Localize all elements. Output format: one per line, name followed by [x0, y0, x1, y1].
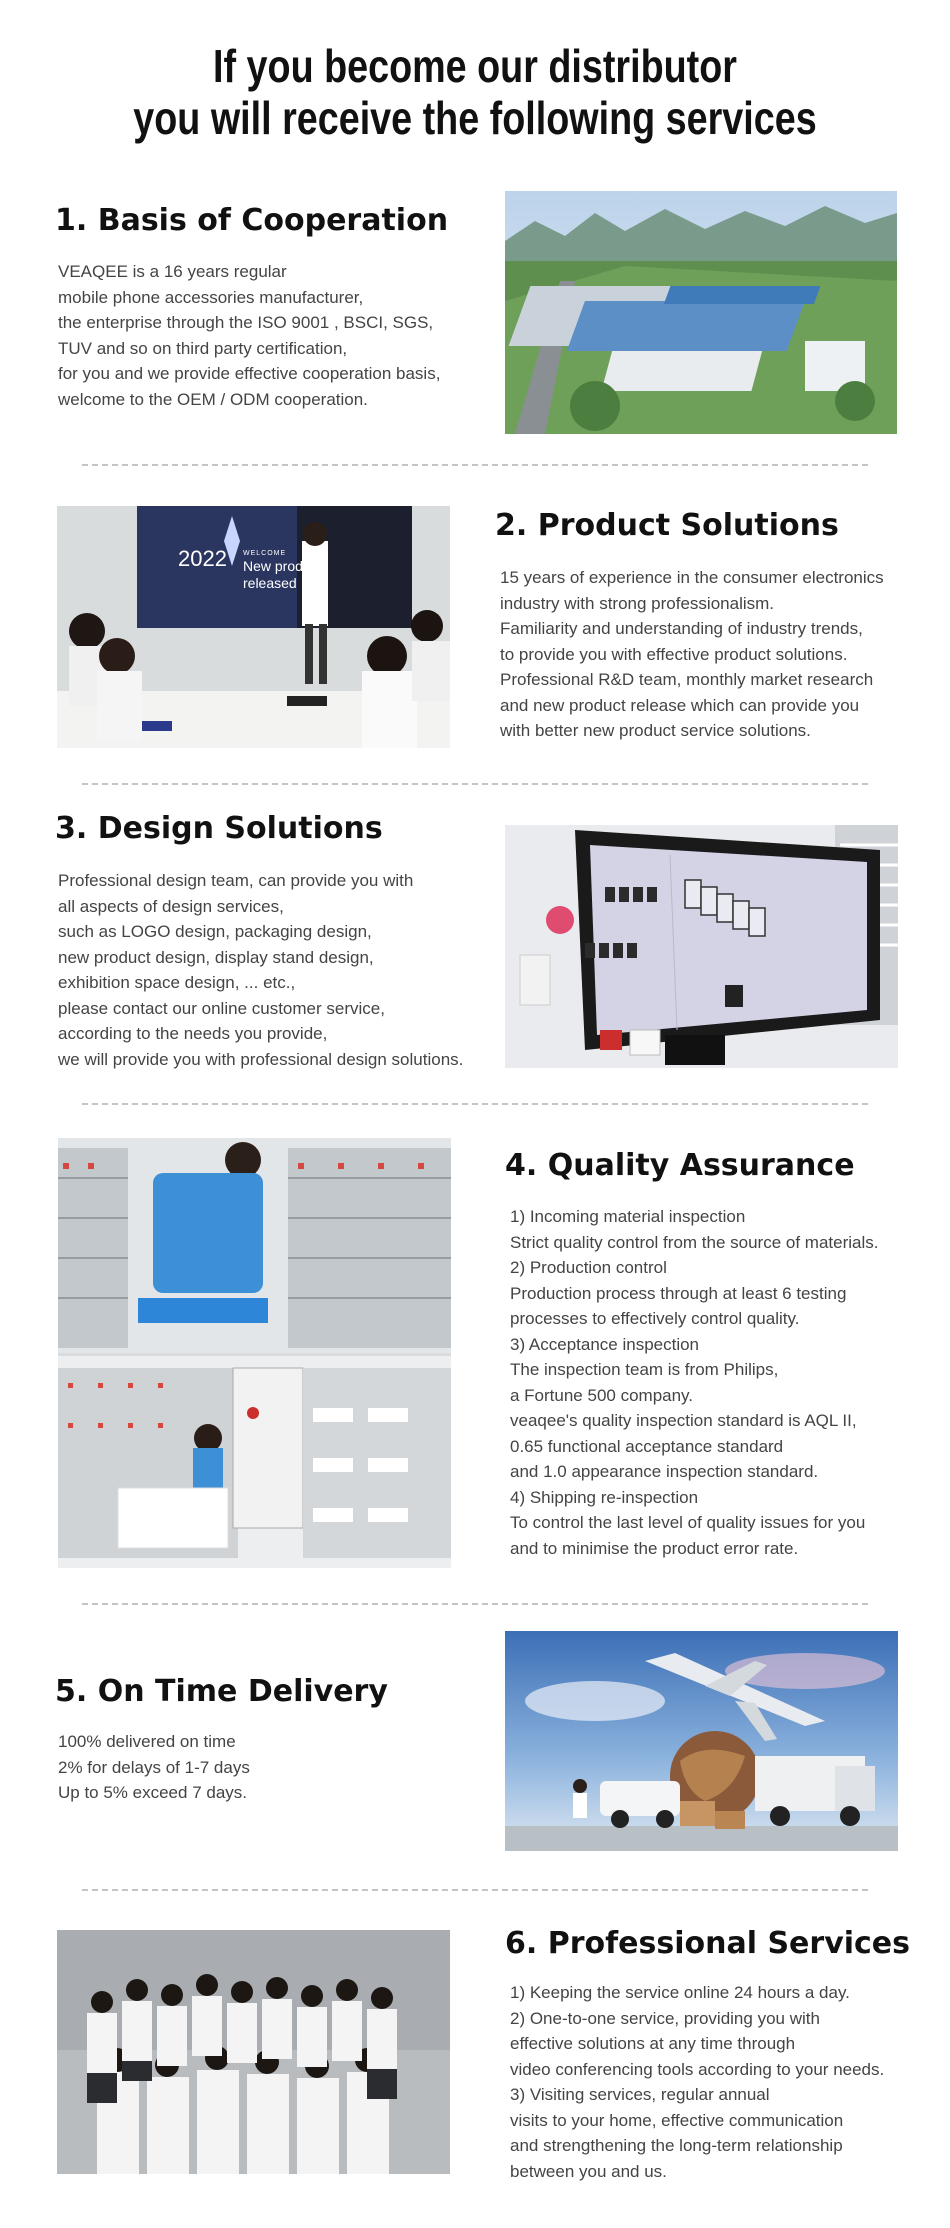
section-4-line: a Fortune 500 company. — [510, 1385, 694, 1405]
section-6-body — [510, 1980, 884, 2184]
section-3-title: 3. Design Solutions — [55, 811, 383, 846]
section-6-line: 2) One-to-one service, providing you with — [510, 2008, 820, 2028]
section-2-line: and new product release which can provide you — [500, 695, 860, 715]
section-3-line: according to the needs you provide, — [58, 1024, 328, 1043]
section-1-title: 1. Basis of Cooperation — [55, 203, 449, 238]
section-5-title: 5. On Time Delivery — [55, 1674, 388, 1709]
section-divider — [82, 1103, 868, 1105]
section-2-line: industry with strong professionalism. — [500, 593, 775, 613]
screen-welcome-text: WELCOME — [243, 550, 287, 557]
section-4-body — [510, 1204, 878, 1561]
screen-year-text: 2022 — [178, 546, 227, 571]
section-4-line: The inspection team is from Philips, — [510, 1360, 779, 1379]
section-5-line: 100% delivered on time — [58, 1732, 236, 1751]
section-divider — [82, 1603, 868, 1605]
quality-testing-photo — [58, 1138, 451, 1568]
section-3-line: new product design, display stand design, — [58, 947, 374, 967]
section-4-line: veaqee's quality inspection standard is AQL II, — [510, 1411, 857, 1430]
section-4-line: Production process through at least 6 testing — [510, 1283, 847, 1303]
section-3-body — [58, 868, 463, 1072]
section-3-line: please contact our online customer service, — [58, 998, 385, 1018]
section-6-line: 1) Keeping the service online 24 hours a day. — [510, 1983, 850, 2002]
section-1-line: VEAQEE is a 16 years regular — [58, 262, 287, 281]
section-4-line: and to minimise the product error rate. — [510, 1538, 799, 1558]
section-1-line: for you and we provide effective cooperation basis, — [58, 364, 441, 383]
section-6-line: 3) Visiting services, regular annual — [510, 2085, 770, 2104]
section-divider — [82, 464, 868, 466]
product-launch-meeting-photo — [57, 506, 450, 748]
section-4-line: Strict quality control from the source of materials. — [510, 1232, 879, 1252]
section-6-line: effective solutions at any time through — [510, 2034, 796, 2053]
screen-line: New product — [243, 558, 322, 574]
section-2-line: 15 years of experience in the consumer electronics — [500, 568, 884, 587]
section-4-line: and 1.0 appearance inspection standard. — [510, 1462, 819, 1481]
section-2-line: Professional R&D team, monthly market research — [500, 670, 874, 689]
global-logistics-photo — [505, 1631, 898, 1851]
section-4-line: 1) Incoming material inspection — [510, 1207, 746, 1226]
section-1-body — [58, 259, 440, 412]
section-4-line: 4) Shipping re-inspection — [510, 1487, 699, 1507]
section-4-line: 3) Acceptance inspection — [510, 1334, 700, 1354]
section-2-title: 2. Product Solutions — [495, 508, 839, 543]
section-6-line: video conferencing tools according to your needs. — [510, 2059, 885, 2079]
section-2-line: with better new product service solutions. — [500, 721, 811, 740]
section-divider — [82, 783, 868, 785]
section-3-line: we will provide you with professional design solutions. — [58, 1049, 464, 1069]
headline-line-2: you will receive the following services — [133, 92, 817, 144]
screen-headline — [243, 558, 322, 592]
section-5-line: Up to 5% exceed 7 days. — [58, 1783, 248, 1802]
section-1-line: the enterprise through the ISO 9001 , BSCI, SGS, — [58, 313, 434, 332]
team-group-photo — [57, 1930, 450, 2174]
screen-line: released — [243, 575, 297, 591]
section-2-line: to provide you with effective product solutions. — [500, 644, 848, 664]
section-6-line: between you and us. — [510, 2161, 667, 2181]
section-6-line: and strengthening the long-term relationship — [510, 2136, 843, 2155]
section-2-body — [500, 565, 884, 744]
section-1-line: TUV and so on third party certification, — [58, 338, 348, 358]
section-4-line: 0.65 functional acceptance standard — [510, 1436, 784, 1456]
section-3-line: all aspects of design services, — [58, 896, 284, 916]
section-4-line: processes to effectively control quality. — [510, 1309, 800, 1328]
section-divider — [82, 1889, 868, 1891]
section-4-line: 2) Production control — [510, 1258, 667, 1277]
headline-line-1: If you become our distributor — [213, 40, 737, 92]
section-4-line: To control the last level of quality issues for you — [510, 1513, 866, 1532]
section-5-line: 2% for delays of 1-7 days — [58, 1757, 250, 1777]
section-6-line: visits to your home, effective communication — [510, 2110, 844, 2130]
section-6-title: 6. Professional Services — [505, 1926, 911, 1961]
section-3-line: such as LOGO design, packaging design, — [58, 922, 372, 941]
section-4-title: 4. Quality Assurance — [505, 1148, 855, 1183]
page-headline — [86, 40, 865, 144]
section-5-body — [58, 1729, 250, 1806]
section-2-line: Familiarity and understanding of industry trends, — [500, 619, 863, 638]
factory-aerial-photo — [505, 191, 897, 434]
section-3-line: exhibition space design, ... etc., — [58, 973, 296, 992]
section-3-line: Professional design team, can provide you with — [58, 871, 414, 890]
section-1-line: mobile phone accessories manufacturer, — [58, 287, 364, 307]
design-workstation-photo — [505, 825, 898, 1068]
section-1-line: welcome to the OEM / ODM cooperation. — [58, 389, 368, 409]
